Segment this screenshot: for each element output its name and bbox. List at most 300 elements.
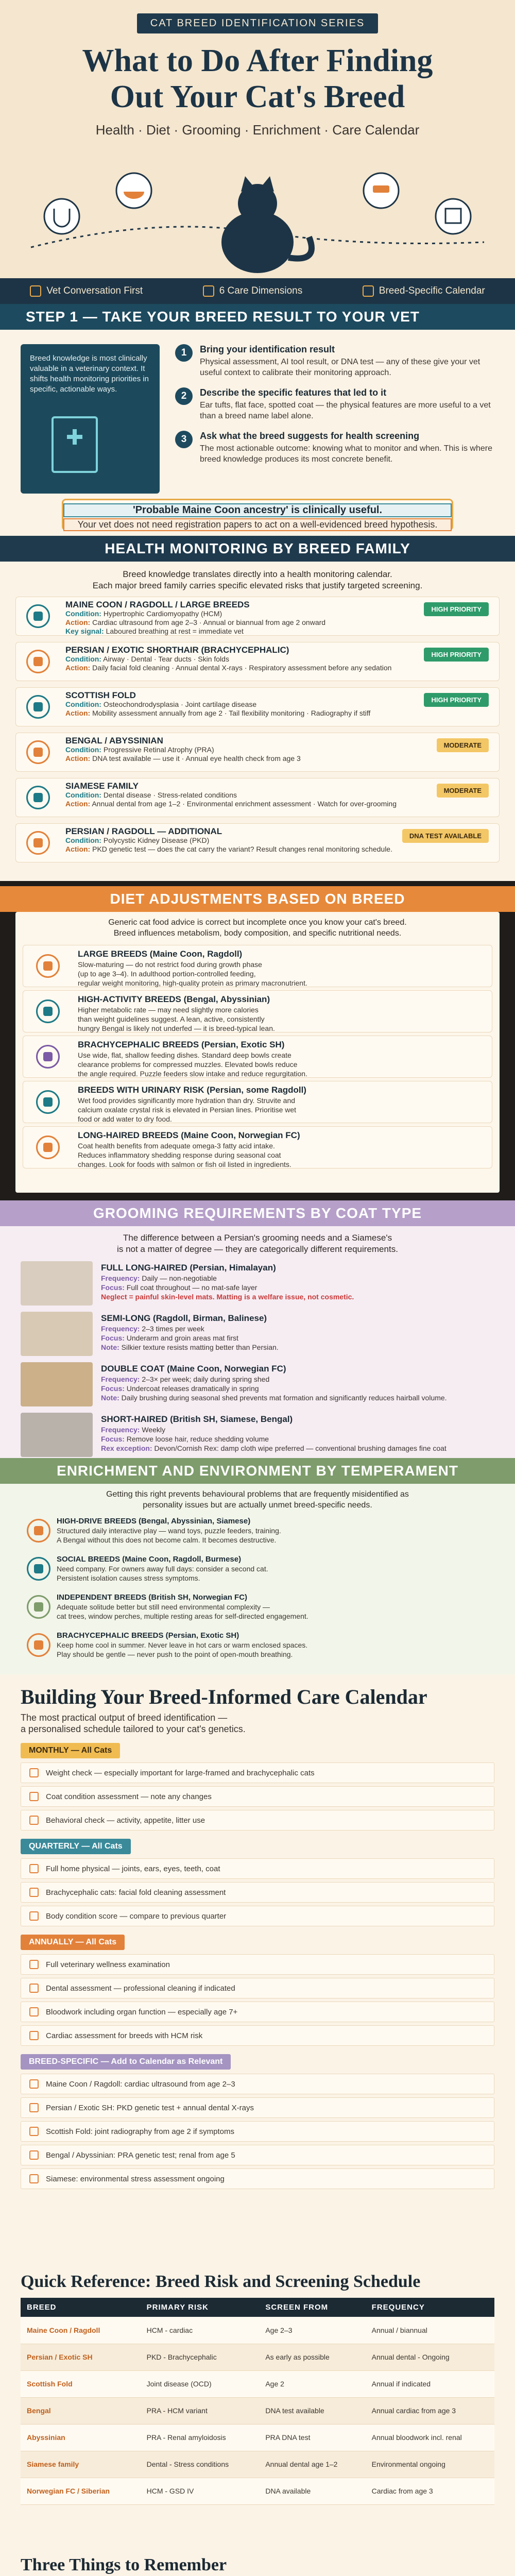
line-text: Cardiac ultrasound from age 2–3 · Annual or biannual from age 2 onward	[92, 618, 326, 626]
enrichment-desc: Persistent isolation causes stress symptoms.	[57, 1574, 200, 1582]
line-label: Condition:	[65, 655, 101, 663]
calendar-item-text: Siamese: environmental stress assessment ongoing	[46, 2174, 225, 2183]
table-row	[21, 2317, 494, 2344]
step1-list	[175, 344, 494, 474]
priority-badge: MODERATE	[437, 738, 489, 752]
health-row	[15, 597, 500, 636]
diet-row	[23, 990, 492, 1032]
checkbox-icon[interactable]	[29, 1911, 39, 1921]
hero-illustration	[0, 155, 515, 278]
col-header: FREQUENCY	[366, 2298, 494, 2317]
checkbox-icon[interactable]	[29, 2031, 39, 2040]
risk-cell: PKD - Brachycephalic	[141, 2344, 260, 2370]
enrichment-rows	[0, 1517, 515, 1666]
checkbox-icon[interactable]	[29, 2007, 39, 2016]
line-text: Weekly	[142, 1426, 166, 1434]
step-number: 3	[175, 431, 193, 448]
risk-cell: PRA - HCM variant	[141, 2397, 260, 2424]
line-text: Undercoat releases dramatically in spring	[126, 1384, 259, 1393]
diet-row	[23, 1126, 492, 1168]
step1-info-card	[21, 344, 160, 494]
line-text: Laboured breathing at rest = immediate vet	[106, 627, 244, 635]
calendar-item-text: Behavioral check — activity, appetite, litter use	[46, 1816, 205, 1825]
calendar-item[interactable]	[21, 1858, 494, 1879]
diet-rows	[15, 945, 500, 1168]
coat-photo	[21, 1312, 93, 1356]
grooming-line	[101, 1343, 279, 1352]
table-row	[21, 2397, 494, 2424]
grooming-row	[21, 1312, 494, 1359]
line-text: Dental disease · Stress-related conditions	[103, 791, 237, 799]
large-cat-icon	[36, 954, 60, 978]
enrichment-desc: Structured daily interactive play — wand toys, puzzle feeders, training.	[57, 1527, 281, 1535]
priority-badge: HIGH PRIORITY	[424, 602, 489, 616]
line-text: 2–3 times per week	[142, 1325, 204, 1333]
diet-name: BRACHYCEPHALIC BREEDS (Persian, Exotic SH)	[78, 1040, 285, 1049]
enrichment-desc: cat trees, window perches, multiple resting areas for self-directed engagement.	[57, 1612, 308, 1620]
line-text: PKD genetic test — does the cat carry the variant? Result changes renal monitoring schedule.	[92, 845, 392, 853]
line-label: Frequency:	[101, 1375, 140, 1383]
calendar-group-heading: QUARTERLY — All Cats	[21, 1839, 131, 1854]
calendar-item[interactable]	[21, 1954, 494, 1975]
brush-icon	[364, 173, 399, 208]
checkbox-icon[interactable]	[29, 2079, 39, 2089]
grooming-row	[21, 1362, 494, 1410]
eye-icon	[26, 740, 50, 764]
checkbox-icon[interactable]	[29, 1960, 39, 1969]
line-label: Condition:	[65, 700, 101, 708]
breed-name: PERSIAN / RAGDOLL — ADDITIONAL	[65, 826, 222, 836]
calendar-item[interactable]	[21, 2121, 494, 2142]
table-row	[21, 2424, 494, 2451]
health-line	[65, 745, 494, 754]
diet-section	[0, 881, 515, 1200]
grooming-line	[101, 1393, 447, 1402]
grooming-section	[0, 1200, 515, 1458]
strip-item-vet: Vet Conversation First	[30, 285, 143, 297]
calendar-item[interactable]	[21, 2002, 494, 2022]
risk-cell: HCM - GSD IV	[141, 2478, 260, 2504]
calendar-group	[21, 2054, 494, 2189]
table-row	[21, 2370, 494, 2397]
line-label: Action:	[65, 845, 91, 853]
coat-name: FULL LONG-HAIRED (Persian, Himalayan)	[101, 1263, 276, 1273]
diet-desc: than weight guidelines suggest. A lean, active, consistently	[78, 1015, 265, 1023]
joint-icon	[26, 695, 50, 719]
enrichment-desc: Need company. For owners away full days: consider a second cat.	[57, 1565, 268, 1573]
enrichment-row	[21, 1517, 494, 1552]
temperament-name: SOCIAL BREEDS (Maine Coon, Ragdoll, Burmese)	[57, 1555, 242, 1564]
coat-name: DOUBLE COAT (Maine Coon, Norwegian FC)	[101, 1364, 286, 1374]
checkbox-icon[interactable]	[29, 1864, 39, 1873]
grooming-line	[101, 1384, 447, 1393]
calendar-item[interactable]	[21, 1906, 494, 1926]
line-label: Action:	[65, 754, 91, 762]
coat-name: SHORT-HAIRED (British SH, Siamese, Bengal)	[101, 1414, 293, 1424]
calendar-item[interactable]	[21, 1762, 494, 1783]
line-text: Remove loose hair, reduce shedding volume	[126, 1435, 269, 1443]
kidney-icon	[26, 831, 50, 855]
line-label: Action:	[65, 709, 91, 717]
calendar-icon	[436, 199, 471, 234]
checkbox-icon[interactable]	[29, 2127, 39, 2136]
line-label: Focus:	[101, 1435, 125, 1443]
grooming-line	[101, 1333, 279, 1343]
breed-cell: Bengal	[21, 2397, 141, 2424]
table-row	[21, 2344, 494, 2370]
step-title: Bring your identification result	[200, 344, 335, 354]
line-text: Polycystic Kidney Disease (PKD)	[103, 836, 210, 844]
callout-headline: 'Probable Maine Coon ancestry' is clinically useful.	[63, 503, 452, 517]
diet-row	[23, 1081, 492, 1123]
breed-cell: Norwegian FC / Siberian	[21, 2478, 141, 2504]
diet-desc: hungry Bengal is likely not underfed — it is breed-typical lean.	[78, 1024, 275, 1032]
diet-intro: Generic cat food advice is correct but incomplete once you know your cat's breed. Breed influences metabolism, body composition, and specific nutritional needs.	[108, 918, 407, 938]
line-text: Silkier texture resists matting better than Persian.	[121, 1343, 279, 1351]
priority-badge: HIGH PRIORITY	[424, 648, 489, 662]
enrichment-section	[0, 1458, 515, 1674]
diet-desc: changes. Look for foods with salmon or fish oil listed in ingredients.	[78, 1160, 291, 1168]
breed-cell: Persian / Exotic SH	[21, 2344, 141, 2370]
independent-cat-icon	[27, 1595, 50, 1619]
checkbox-icon[interactable]	[29, 1768, 39, 1777]
health-line	[65, 664, 494, 672]
tooth-icon	[26, 786, 50, 809]
medical-cross-icon	[67, 429, 82, 445]
grooming-line	[101, 1283, 354, 1292]
calendar-item[interactable]	[21, 2025, 494, 2046]
grooming-rows	[0, 1261, 515, 1460]
diet-row	[23, 1036, 492, 1078]
diet-desc: Use wide, flat, shallow feeding dishes. Standard deep bowls create	[78, 1051, 291, 1059]
health-line	[65, 709, 494, 718]
risk-cell: PRA - Renal amyloidosis	[141, 2424, 260, 2451]
breed-cell: Scottish Fold	[21, 2370, 141, 2397]
stethoscope-icon	[44, 199, 79, 234]
enrichment-banner: ENRICHMENT AND ENVIRONMENT BY TEMPERAMENT	[0, 1458, 515, 1484]
health-row	[15, 642, 500, 681]
diet-panel	[15, 912, 500, 1193]
calendar-item[interactable]	[21, 1786, 494, 1807]
coat-photo	[21, 1261, 93, 1306]
line-label: Rex exception:	[101, 1444, 152, 1452]
line-text: Hypertrophic Cardiomyopathy (HCM)	[103, 609, 222, 618]
flat-dish-icon	[36, 1045, 60, 1069]
frequency-cell: Annual dental - Ongoing	[366, 2344, 494, 2370]
calendar-item[interactable]	[21, 1810, 494, 1831]
checkbox-icon[interactable]	[29, 2103, 39, 2112]
diet-desc: the angle required. Puzzle feeders slow intake and reduce regurgitation.	[78, 1070, 307, 1078]
breed-cell: Maine Coon / Ragdoll	[21, 2317, 141, 2344]
line-text: Underarm and groin areas mat first	[126, 1334, 238, 1342]
screen-from-cell: Annual dental age 1–2	[259, 2451, 365, 2478]
grooming-line	[101, 1425, 447, 1434]
diet-name: LONG-HAIRED BREEDS (Maine Coon, Norwegian FC)	[78, 1130, 300, 1140]
line-text: 2–3× per week; daily during spring shed	[142, 1375, 270, 1383]
enrichment-desc: Play should be gentle — never push to the point of open-mouth breathing.	[57, 1650, 293, 1658]
frequency-cell: Annual / biannual	[366, 2317, 494, 2344]
calendar-item[interactable]	[21, 2097, 494, 2118]
line-text: Full coat throughout — no mat-safe layer	[126, 1283, 258, 1292]
hero-strip	[0, 278, 515, 304]
calendar-item-text: Dental assessment — professional cleaning if indicated	[46, 1984, 235, 1993]
thermometer-icon	[27, 1633, 50, 1657]
breed-cell: Abyssinian	[21, 2424, 141, 2451]
col-header: BREED	[21, 2298, 141, 2317]
line-text: Progressive Retinal Atrophy (PRA)	[103, 745, 214, 754]
breed-name: MAINE COON / RAGDOLL / LARGE BREEDS	[65, 600, 250, 609]
checkbox-icon[interactable]	[29, 2150, 39, 2160]
step1-info-text: Breed knowledge is most clinically valuable in a veterinary context. It shifts health monitoring priorities in specific, actionable ways.	[30, 354, 149, 394]
vet-icon	[30, 285, 41, 297]
screen-from-cell: DNA test available	[259, 2397, 365, 2424]
step-item	[175, 431, 494, 465]
diet-name: HIGH-ACTIVITY BREEDS (Bengal, Abyssinian)	[78, 994, 270, 1004]
calendar-icon	[363, 285, 374, 297]
screen-from-cell: DNA available	[259, 2478, 365, 2504]
social-cats-icon	[27, 1557, 50, 1581]
screen-from-cell: As early as possible	[259, 2344, 365, 2370]
screen-from-cell: Age 2	[259, 2370, 365, 2397]
diet-desc: Wet food provides significantly more hydration than dry. Struvite and	[78, 1096, 296, 1105]
health-intro: Breed knowledge translates directly into a health monitoring calendar. Each major breed family carries specific elevated risks that justify targeted screening.	[92, 569, 423, 590]
diet-desc: (up to age 3–4). In adulthood portion-controlled feeding,	[78, 970, 256, 978]
lightning-icon	[36, 999, 60, 1023]
checkbox-icon[interactable]	[29, 1792, 39, 1801]
strip-item-calendar: Breed-Specific Calendar	[363, 285, 485, 297]
calendar-group	[21, 1839, 494, 1926]
health-section	[0, 536, 515, 881]
priority-badge: HIGH PRIORITY	[424, 693, 489, 707]
calendar-group-heading: MONTHLY — All Cats	[21, 1743, 120, 1758]
temperament-name: INDEPENDENT BREEDS (British SH, Norwegian FC)	[57, 1593, 248, 1602]
diet-banner: DIET ADJUSTMENTS BASED ON BREED	[0, 886, 515, 912]
diet-row	[23, 945, 492, 987]
line-label: Action:	[65, 800, 91, 808]
step1-callout	[62, 499, 453, 531]
callout-body: Your vet does not need registration papers to act on a well-evidenced breed hypothesis.	[63, 518, 452, 531]
line-label: Focus:	[101, 1283, 125, 1292]
line-text: Daily — non-negotiable	[142, 1274, 217, 1282]
frequency-cell: Annual if indicated	[366, 2370, 494, 2397]
step-item	[175, 387, 494, 421]
col-header: PRIMARY RISK	[141, 2298, 260, 2317]
line-label: Focus:	[101, 1334, 125, 1342]
step1-banner: STEP 1 — TAKE YOUR BREED RESULT TO YOUR VET	[0, 304, 515, 330]
line-label: Key signal:	[65, 627, 104, 635]
health-line	[65, 800, 494, 808]
line-label: Action:	[65, 664, 91, 672]
screen-from-cell: PRA DNA test	[259, 2424, 365, 2451]
calendar-item-text: Full veterinary wellness examination	[46, 1960, 170, 1969]
coat-photo	[21, 1362, 93, 1406]
step-title: Ask what the breed suggests for health screening	[200, 431, 420, 441]
grooming-line	[101, 1274, 354, 1283]
calendar-item-text: Bloodwork including organ function — especially age 7+	[46, 2007, 238, 2016]
frequency-cell: Cardiac from age 3	[366, 2478, 494, 2504]
health-line	[65, 845, 494, 854]
grid-icon	[203, 285, 214, 297]
coat-name: SEMI-LONG (Ragdoll, Birman, Balinese)	[101, 1313, 267, 1323]
diet-desc: Higher metabolic rate — may need slightly more calories	[78, 1006, 259, 1014]
health-line	[65, 791, 494, 800]
quick-reference-table	[21, 2298, 494, 2505]
lightning-icon	[27, 1519, 50, 1543]
checkbox-icon[interactable]	[29, 1888, 39, 1897]
line-label: Focus:	[101, 1384, 125, 1393]
calendar-groups	[21, 1743, 494, 2189]
calendar-title: Building Your Breed-Informed Care Calendar	[21, 1685, 427, 1708]
step-desc: Ear tufts, flat face, spotted coat — the physical features are more useful to a vet than a breed name label alone.	[200, 401, 491, 420]
enrichment-row	[21, 1631, 494, 1666]
neglect-warning: Neglect = painful skin-level mats. Matting is a welfare issue, not cosmetic.	[101, 1293, 354, 1301]
diet-name: BREEDS WITH URINARY RISK (Persian, some Ragdoll)	[78, 1085, 306, 1095]
grooming-line	[101, 1375, 447, 1384]
health-row	[15, 778, 500, 817]
grooming-banner: GROOMING REQUIREMENTS BY COAT TYPE	[0, 1200, 515, 1226]
line-label: Frequency:	[101, 1426, 140, 1434]
diet-desc: clearance problems for compressed muzzles. Elevated bowls reduce	[78, 1060, 298, 1069]
series-label: CAT BREED IDENTIFICATION SERIES	[137, 13, 379, 33]
line-label: Condition:	[65, 745, 101, 754]
calendar-item-text: Full home physical — joints, ears, eyes, teeth, coat	[46, 1864, 220, 1873]
line-label: Condition:	[65, 836, 101, 844]
health-line	[65, 627, 494, 636]
water-bowl-icon	[36, 1090, 60, 1114]
diet-desc: Coat health benefits from adequate omega-3 fatty acid intake.	[78, 1142, 275, 1150]
enrichment-intro: Getting this right prevents behavioural problems that are frequently misidentified as personality issues but are actually unmet breed-specific needs.	[106, 1490, 409, 1510]
page-title	[0, 43, 515, 115]
calendar-item[interactable]	[21, 1882, 494, 1903]
remember-title: Three Things to Remember	[21, 2555, 227, 2574]
line-text: Daily brushing during seasonal shed prevents mat formation and significantly reduces hairball volume.	[121, 1394, 447, 1402]
health-rows	[0, 597, 515, 862]
calendar-item[interactable]	[21, 2074, 494, 2094]
priority-badge: DNA TEST AVAILABLE	[402, 829, 489, 843]
line-label: Note:	[101, 1394, 119, 1402]
cat-silhouette-icon	[221, 176, 312, 273]
diet-desc: calcium oxalate crystal risk is elevated in Persian lines. Prioritise wet	[78, 1106, 297, 1114]
coat-photo	[21, 1413, 93, 1457]
calendar-item-text: Weight check — especially important for large-framed and brachycephalic cats	[46, 1768, 315, 1777]
calendar-item-text: Scottish Fold: joint radiography from age 2 if symptoms	[46, 2127, 234, 2136]
line-text: Annual dental from age 1–2 · Environmental enrichment assessment · Watch for over-grooming	[92, 800, 397, 808]
calendar-item[interactable]	[21, 2168, 494, 2189]
diet-name: LARGE BREEDS (Maine Coon, Ragdoll)	[78, 949, 243, 959]
line-text: Devon/Cornish Rex: damp cloth wipe preferred — conventional brushing damages fine coat	[154, 1444, 447, 1452]
breed-cell: Siamese family	[21, 2451, 141, 2478]
priority-badge: MODERATE	[437, 784, 489, 798]
checkbox-icon[interactable]	[29, 1984, 39, 1993]
grooming-intro: The difference between a Persian's grooming needs and a Siamese's is not a matter of degree — they are categorically different requirements.	[117, 1233, 398, 1254]
enrichment-row	[21, 1555, 494, 1590]
step-desc: Physical assessment, AI tool result, or DNA test — any of these give your vet useful context to calibrate their monitoring approach.	[200, 358, 480, 377]
line-label: Frequency:	[101, 1325, 140, 1333]
diet-desc: Reduces inflammatory shedding response during seasonal coat	[78, 1151, 281, 1159]
enrichment-desc: Adequate solitude better but still need environmental complexity —	[57, 1603, 270, 1611]
title-line-1: What to Do After Finding	[82, 43, 433, 78]
calendar-group-heading: ANNUALLY — All Cats	[21, 1935, 125, 1950]
remember-section	[0, 2555, 515, 2576]
risk-cell: Joint disease (OCD)	[141, 2370, 260, 2397]
frequency-cell: Environmental ongoing	[366, 2451, 494, 2478]
breed-name: PERSIAN / EXOTIC SHORTHAIR (BRACHYCEPHALIC)	[65, 645, 289, 655]
food-bowl-icon	[116, 173, 151, 208]
frequency-cell: Annual cardiac from age 3	[366, 2397, 494, 2424]
line-label: Action:	[65, 618, 91, 626]
table-row	[21, 2451, 494, 2478]
enrichment-row	[21, 1593, 494, 1628]
temperament-name: HIGH-DRIVE BREEDS (Bengal, Abyssinian, Siamese)	[57, 1517, 251, 1526]
line-text: Osteochondrodysplasia · Joint cartilage disease	[103, 700, 257, 708]
calendar-item-text: Coat condition assessment — note any changes	[46, 1792, 212, 1801]
calendar-item-text: Cardiac assessment for breeds with HCM risk	[46, 2031, 203, 2040]
breed-name: BENGAL / ABYSSINIAN	[65, 736, 163, 745]
checkbox-icon[interactable]	[29, 1816, 39, 1825]
calendar-section	[0, 1674, 515, 2267]
health-banner: HEALTH MONITORING BY BREED FAMILY	[0, 536, 515, 562]
diet-desc: regular weight monitoring, high-quality protein as primary macronutrient.	[78, 979, 307, 987]
calendar-item-text: Brachycephalic cats: facial fold cleaning assessment	[46, 1888, 226, 1897]
table-header-row	[21, 2298, 494, 2317]
enrichment-desc: Keep home cool in summer. Never leave in hot cars or warm enclosed spaces.	[57, 1641, 308, 1649]
checkbox-icon[interactable]	[29, 2174, 39, 2183]
grooming-row	[21, 1261, 494, 1309]
line-text: Airway · Dental · Tear ducts · Skin folds	[103, 655, 229, 663]
health-row	[15, 687, 500, 726]
step1-section	[0, 304, 515, 536]
calendar-item-text: Body condition score — compare to previous quarter	[46, 1911, 227, 1921]
calendar-group-heading: BREED-SPECIFIC — Add to Calendar as Relevant	[21, 2054, 231, 2070]
quick-reference-section	[0, 2267, 515, 2555]
line-label: Condition:	[65, 791, 101, 799]
calendar-item[interactable]	[21, 1978, 494, 1998]
line-text: Daily facial fold cleaning · Annual dental X-rays · Respiratory assessment before any sedation	[92, 664, 392, 672]
calendar-item-text: Maine Coon / Ragdoll: cardiac ultrasound from age 2–3	[46, 2079, 235, 2089]
calendar-group	[21, 1743, 494, 1831]
diet-desc: food or add water to dry food.	[78, 1115, 172, 1123]
calendar-item-text: Persian / Exotic SH: PKD genetic test + annual dental X-rays	[46, 2103, 254, 2112]
hero-section	[0, 0, 515, 304]
health-row	[15, 733, 500, 772]
fish-icon	[36, 1136, 60, 1159]
calendar-item-text: Bengal / Abyssinian: PRA genetic test; renal from age 5	[46, 2150, 235, 2160]
screen-from-cell: Age 2–3	[259, 2317, 365, 2344]
hero-subtitle: Health · Diet · Grooming · Enrichment · Care Calendar	[95, 122, 420, 138]
diet-desc: Slow-maturing — do not restrict food during growth phase	[78, 960, 262, 969]
col-header: SCREEN FROM	[259, 2298, 365, 2317]
grooming-line	[101, 1434, 447, 1444]
quick-reference-title: Quick Reference: Breed Risk and Screening Schedule	[21, 2272, 421, 2291]
step-number: 1	[175, 344, 193, 362]
breed-name: SCOTTISH FOLD	[65, 690, 136, 700]
temperament-name: BRACHYCEPHALIC BREEDS (Persian, Exotic SH)	[57, 1631, 239, 1640]
line-label: Note:	[101, 1343, 119, 1351]
table-row	[21, 2478, 494, 2504]
heart-pulse-icon	[26, 604, 50, 628]
enrichment-desc: A Bengal without this does not become calm. It becomes destructive.	[57, 1536, 277, 1544]
calendar-item[interactable]	[21, 2145, 494, 2165]
health-row	[15, 823, 500, 862]
line-label: Condition:	[65, 609, 101, 618]
clipboard-icon	[52, 416, 98, 473]
step-title: Describe the specific features that led to it	[200, 387, 387, 398]
line-text: DNA test available — use it · Annual eye health check from age 3	[92, 754, 301, 762]
line-text: Mobility assessment annually from age 2 · Tail flexibility monitoring · Radiography if stiff	[92, 709, 371, 717]
breed-name: SIAMESE FAMILY	[65, 781, 139, 791]
frequency-cell: Annual bloodwork incl. renal	[366, 2424, 494, 2451]
step-desc: The most actionable outcome: knowing what to monitor and when. This is where breed knowledge produces its most concrete benefit.	[200, 444, 492, 464]
